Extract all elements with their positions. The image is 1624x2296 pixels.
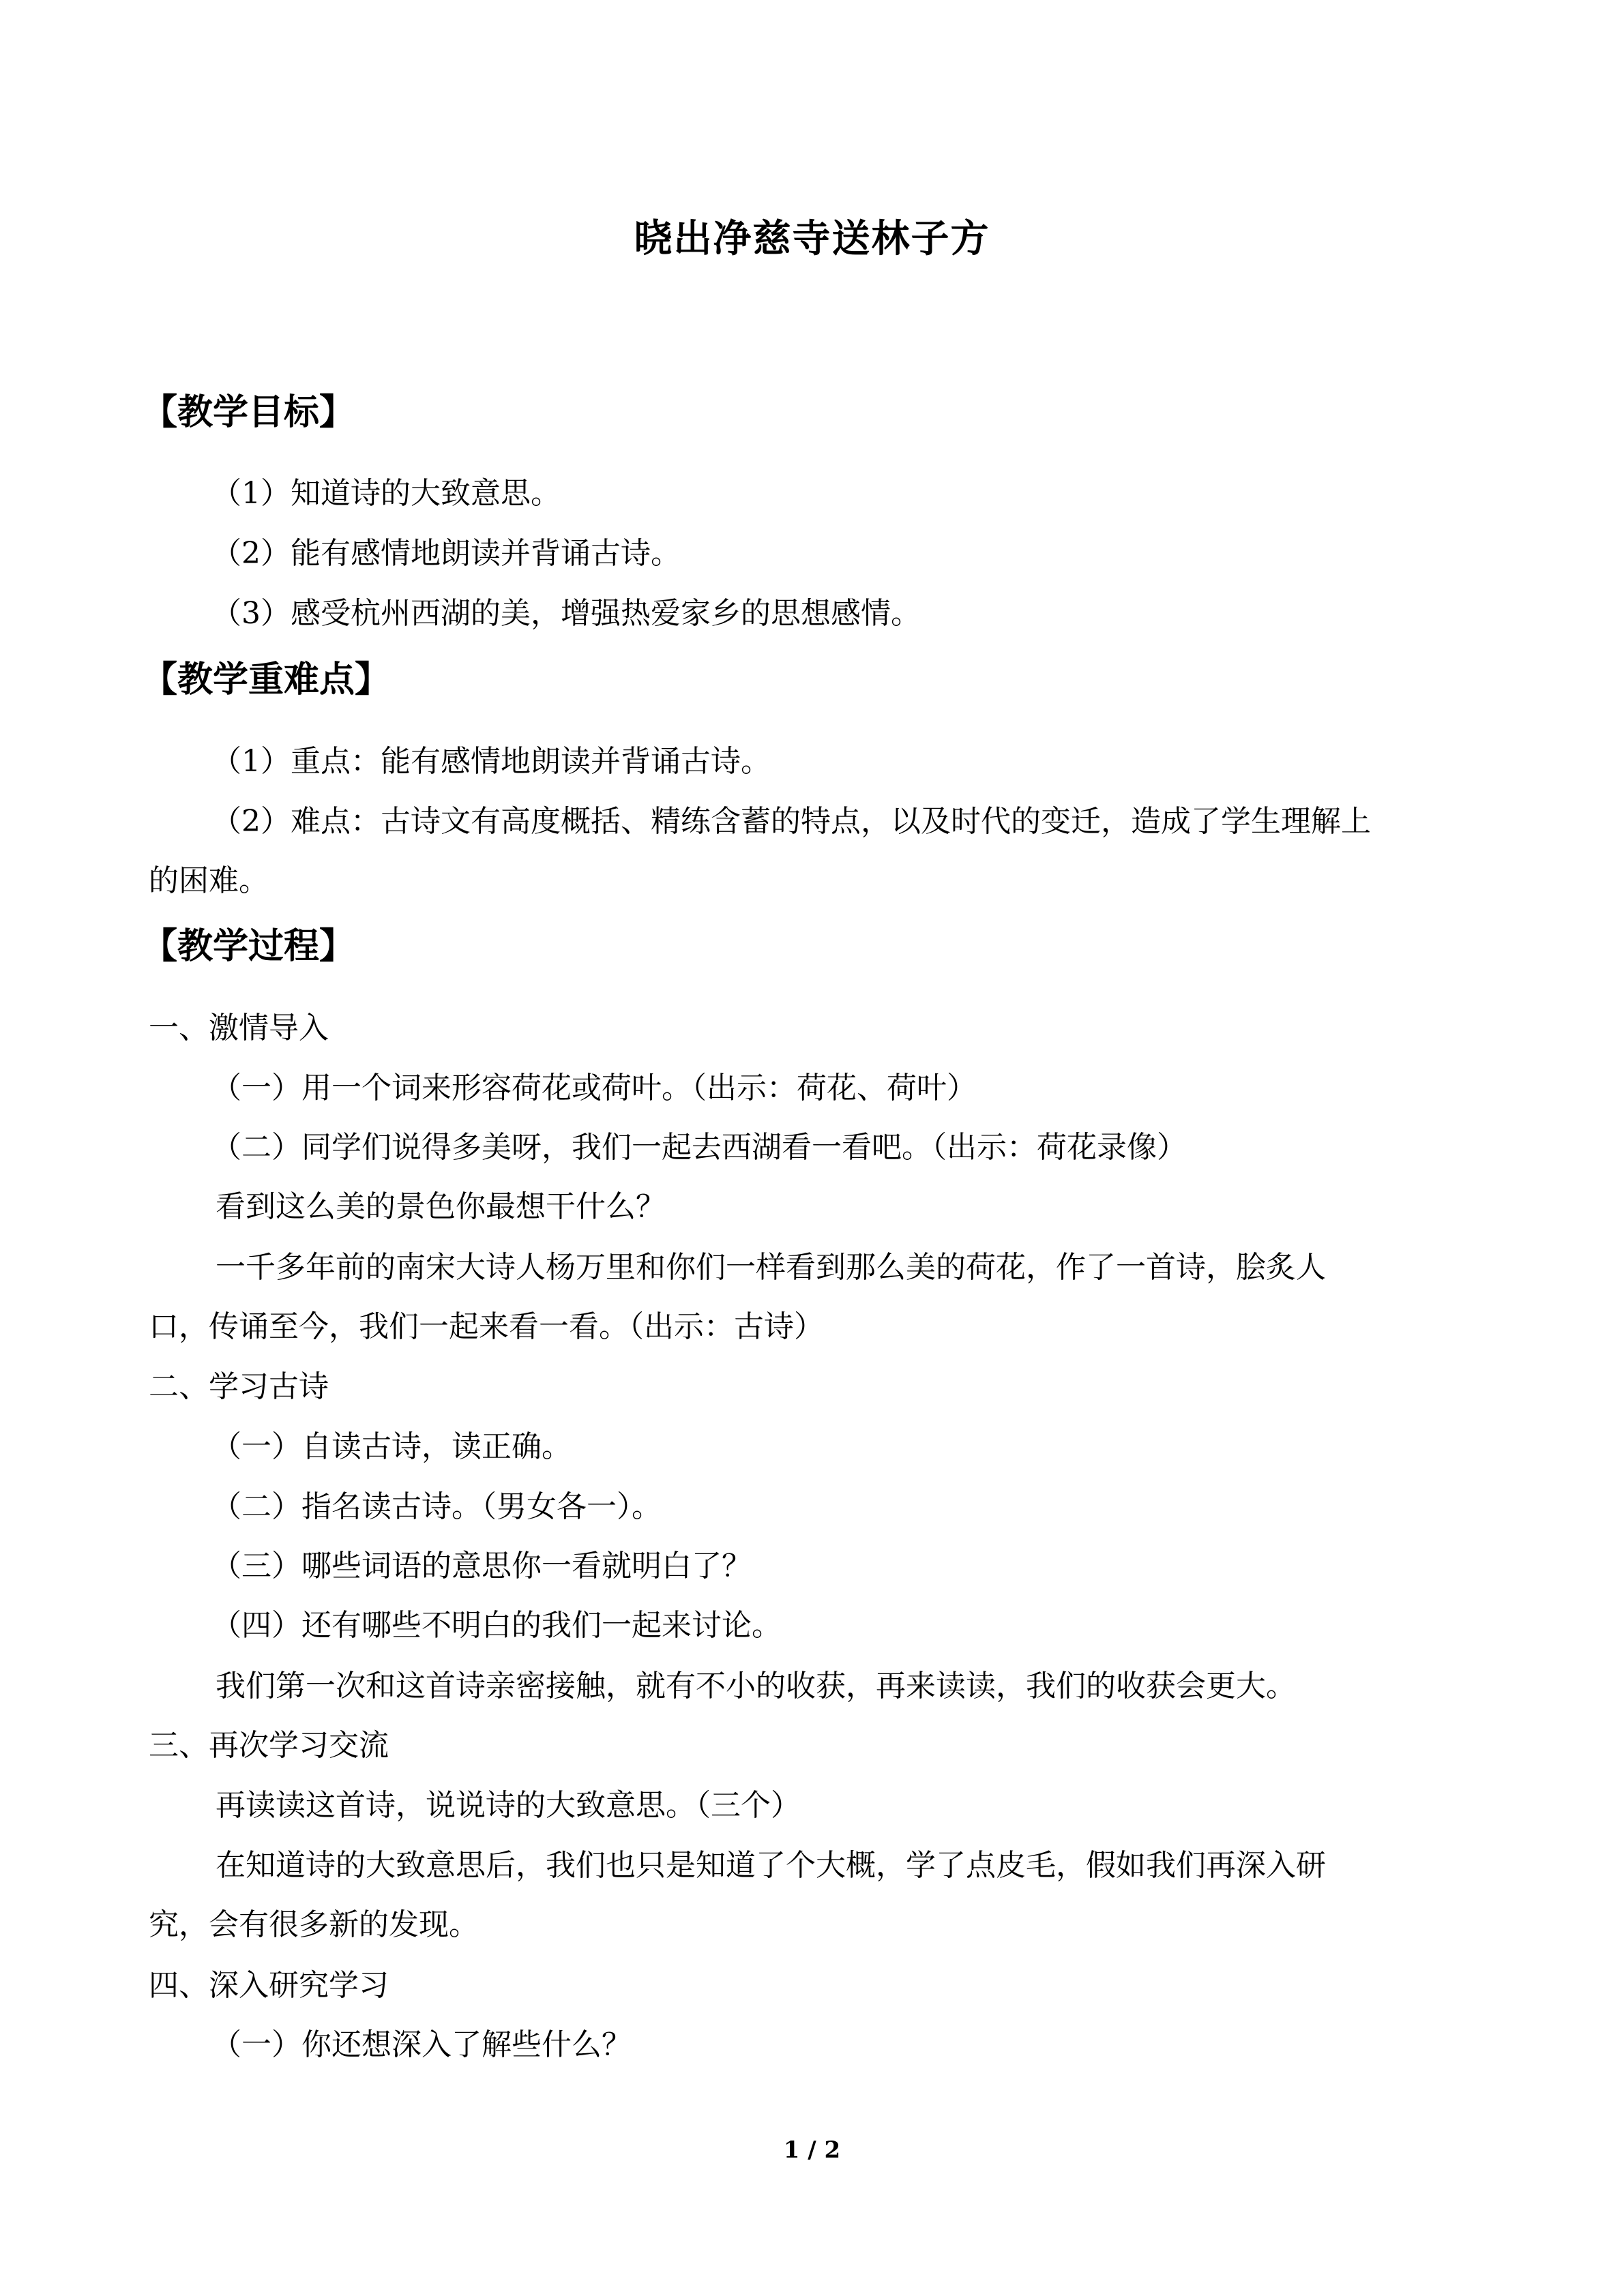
key-point-item: （1）重点：能有感情地朗读并背诵古诗。: [211, 744, 771, 779]
objective-item: （3）感受杭州西湖的美，增强热爱家乡的思想感情。: [211, 596, 921, 631]
process-text-line: 口，传诵至今，我们一起来看一看。（出示：古诗）: [149, 1309, 824, 1344]
document-title: 晓出净慈寺送林子方: [634, 217, 990, 261]
process-step: （二）同学们说得多美呀，我们一起去西湖看一看吧。（出示：荷花录像）: [211, 1130, 1187, 1165]
process-step: （四）还有哪些不明白的我们一起来讨论。: [211, 1608, 782, 1643]
process-part-title: 三、再次学习交流: [149, 1728, 389, 1763]
process-text: 再读读这首诗，说说诗的大致意思。（三个）: [216, 1788, 801, 1823]
process-part-title: 一、激情导入: [149, 1011, 329, 1045]
process-text-line: 一千多年前的南宋大诗人杨万里和你们一样看到那么美的荷花，作了一首诗，脍炙人: [216, 1250, 1326, 1285]
process-text: 看到这么美的景色你最想干什么？: [216, 1189, 666, 1224]
difficulty-item-line: 的困难。: [149, 863, 269, 898]
process-part-title: 四、深入研究学习: [149, 1968, 389, 2003]
page-number: 1 / 2: [783, 2136, 841, 2164]
heading-key-points: 【教学重难点】: [142, 659, 391, 700]
process-step: （一）你还想深入了解些什么？: [211, 2027, 632, 2062]
process-step: （一）用一个词来形容荷花或荷叶。（出示：荷花、荷叶）: [211, 1071, 977, 1105]
process-part-title: 二、学习古诗: [149, 1369, 329, 1404]
objective-item: （1）知道诗的大致意思。: [211, 476, 561, 511]
heading-objectives: 【教学目标】: [142, 392, 355, 433]
objective-item: （2）能有感情地朗读并背诵古诗。: [211, 536, 681, 571]
process-text-line: 在知道诗的大致意思后，我们也只是知道了个大概，学了点皮毛，假如我们再深入研: [216, 1848, 1326, 1883]
process-text-line: 究，会有很多新的发现。: [149, 1907, 479, 1942]
process-step: （一）自读古诗，读正确。: [211, 1429, 572, 1464]
process-text: 我们第一次和这首诗亲密接触，就有不小的收获，再来读读，我们的收获会更大。: [216, 1669, 1296, 1703]
process-step: （二）指名读古诗。（男女各一）。: [211, 1489, 662, 1524]
difficulty-item-line: （2）难点：古诗文有高度概括、精练含蓄的特点，以及时代的变迁，造成了学生理解上: [211, 804, 1371, 839]
heading-process: 【教学过程】: [142, 926, 355, 967]
process-step: （三）哪些词语的意思你一看就明白了？: [211, 1549, 752, 1583]
